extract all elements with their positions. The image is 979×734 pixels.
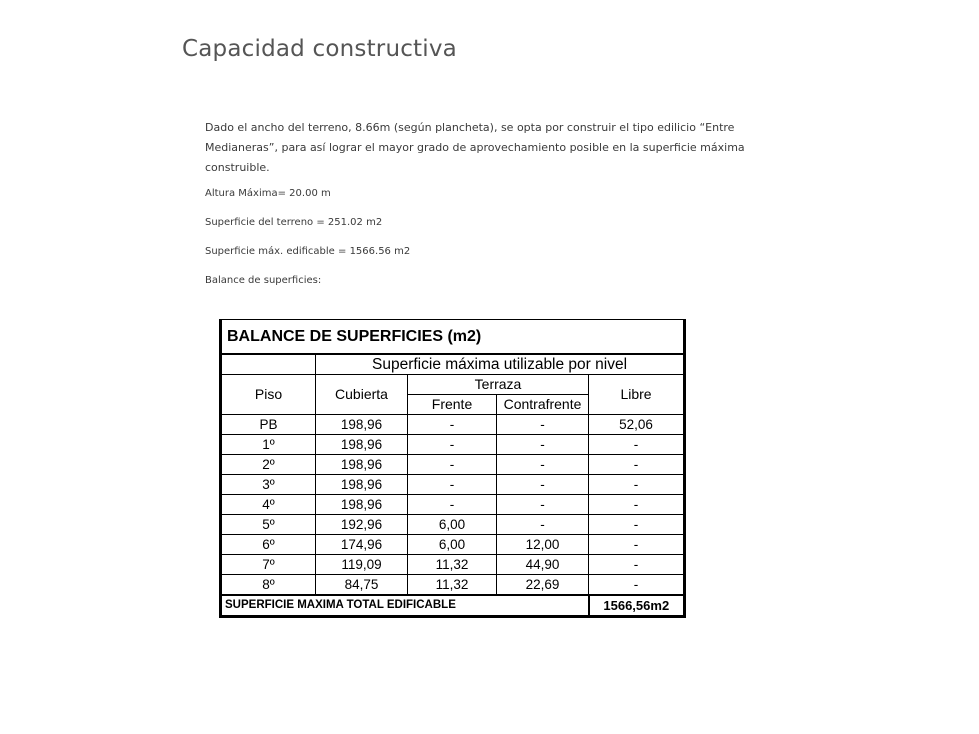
cell-contrafrente: - — [497, 495, 589, 515]
cell-libre: - — [589, 435, 685, 455]
header-frente: Frente — [408, 395, 497, 415]
cell-piso: 7º — [221, 555, 316, 575]
cell-piso: 1º — [221, 435, 316, 455]
altura-maxima-text: Altura Máxima= 20.00 m — [205, 188, 331, 199]
table-row — [221, 495, 685, 515]
cell-frente: - — [408, 495, 497, 515]
table-row — [221, 515, 685, 535]
cell-piso: 4º — [221, 495, 316, 515]
superficie-edificable-text: Superficie máx. edificable = 1566.56 m2 — [205, 246, 411, 257]
cell-contrafrente: 22,69 — [497, 575, 589, 596]
cell-piso: 3º — [221, 475, 316, 495]
table-row — [221, 475, 685, 495]
cell-piso: 5º — [221, 515, 316, 535]
cell-libre: - — [589, 475, 685, 495]
table-row — [221, 555, 685, 575]
table-title: BALANCE DE SUPERFICIES (m2) — [221, 320, 685, 355]
cell-piso: 8º — [221, 575, 316, 596]
header-terraza: Terraza — [408, 375, 589, 395]
cell-frente: - — [408, 435, 497, 455]
cell-cubierta: 192,96 — [316, 515, 408, 535]
footer-label: SUPERFICIE MAXIMA TOTAL EDIFICABLE — [221, 595, 589, 617]
cell-piso: 2º — [221, 455, 316, 475]
cell-cubierta: 198,96 — [316, 455, 408, 475]
cell-piso: PB — [221, 415, 316, 435]
cell-libre: - — [589, 535, 685, 555]
table-row — [221, 415, 685, 435]
cell-cubierta: 119,09 — [316, 555, 408, 575]
header-cubierta: Cubierta — [316, 375, 408, 415]
cell-contrafrente: 12,00 — [497, 535, 589, 555]
cell-frente: 6,00 — [408, 515, 497, 535]
cell-contrafrente: - — [497, 455, 589, 475]
cell-frente: 6,00 — [408, 535, 497, 555]
intro-paragraph: Dado el ancho del terreno, 8.66m (según plancheta), se opta por construir el tipo edilicio “Entre Medianeras”, para así lograr el mayor grado de aprovechamiento posible en la superficie máxima construible. — [205, 121, 745, 174]
table-row — [221, 535, 685, 555]
cell-contrafrente: - — [497, 415, 589, 435]
cell-frente: - — [408, 475, 497, 495]
table-subtitle: Superficie máxima utilizable por nivel — [316, 354, 685, 375]
cell-libre: - — [589, 555, 685, 575]
cell-cubierta: 198,96 — [316, 435, 408, 455]
cell-libre: - — [589, 455, 685, 475]
cell-frente: 11,32 — [408, 555, 497, 575]
intro-section — [205, 118, 765, 178]
table-row — [221, 435, 685, 455]
page-title: Capacidad constructiva — [182, 36, 457, 62]
cell-contrafrente: - — [497, 435, 589, 455]
table-row — [221, 575, 685, 596]
header-piso: Piso — [221, 375, 316, 415]
cell-cubierta: 198,96 — [316, 415, 408, 435]
cell-libre: 52,06 — [589, 415, 685, 435]
balance-table — [219, 319, 686, 618]
table-row — [221, 455, 685, 475]
cell-contrafrente: - — [497, 515, 589, 535]
header-contrafrente: Contrafrente — [497, 395, 589, 415]
cell-cubierta: 174,96 — [316, 535, 408, 555]
cell-contrafrente: 44,90 — [497, 555, 589, 575]
empty-header-cell — [221, 354, 316, 375]
cell-libre: - — [589, 495, 685, 515]
cell-piso: 6º — [221, 535, 316, 555]
cell-libre: - — [589, 515, 685, 535]
cell-frente: 11,32 — [408, 575, 497, 596]
cell-cubierta: 198,96 — [316, 495, 408, 515]
cell-contrafrente: - — [497, 475, 589, 495]
superficie-terreno-text: Superficie del terreno = 251.02 m2 — [205, 217, 383, 228]
balance-label: Balance de superficies: — [205, 275, 322, 286]
cell-cubierta: 84,75 — [316, 575, 408, 596]
cell-frente: - — [408, 455, 497, 475]
header-libre: Libre — [589, 375, 685, 415]
cell-libre: - — [589, 575, 685, 596]
cell-frente: - — [408, 415, 497, 435]
cell-cubierta: 198,96 — [316, 475, 408, 495]
footer-total: 1566,56m2 — [589, 595, 685, 617]
